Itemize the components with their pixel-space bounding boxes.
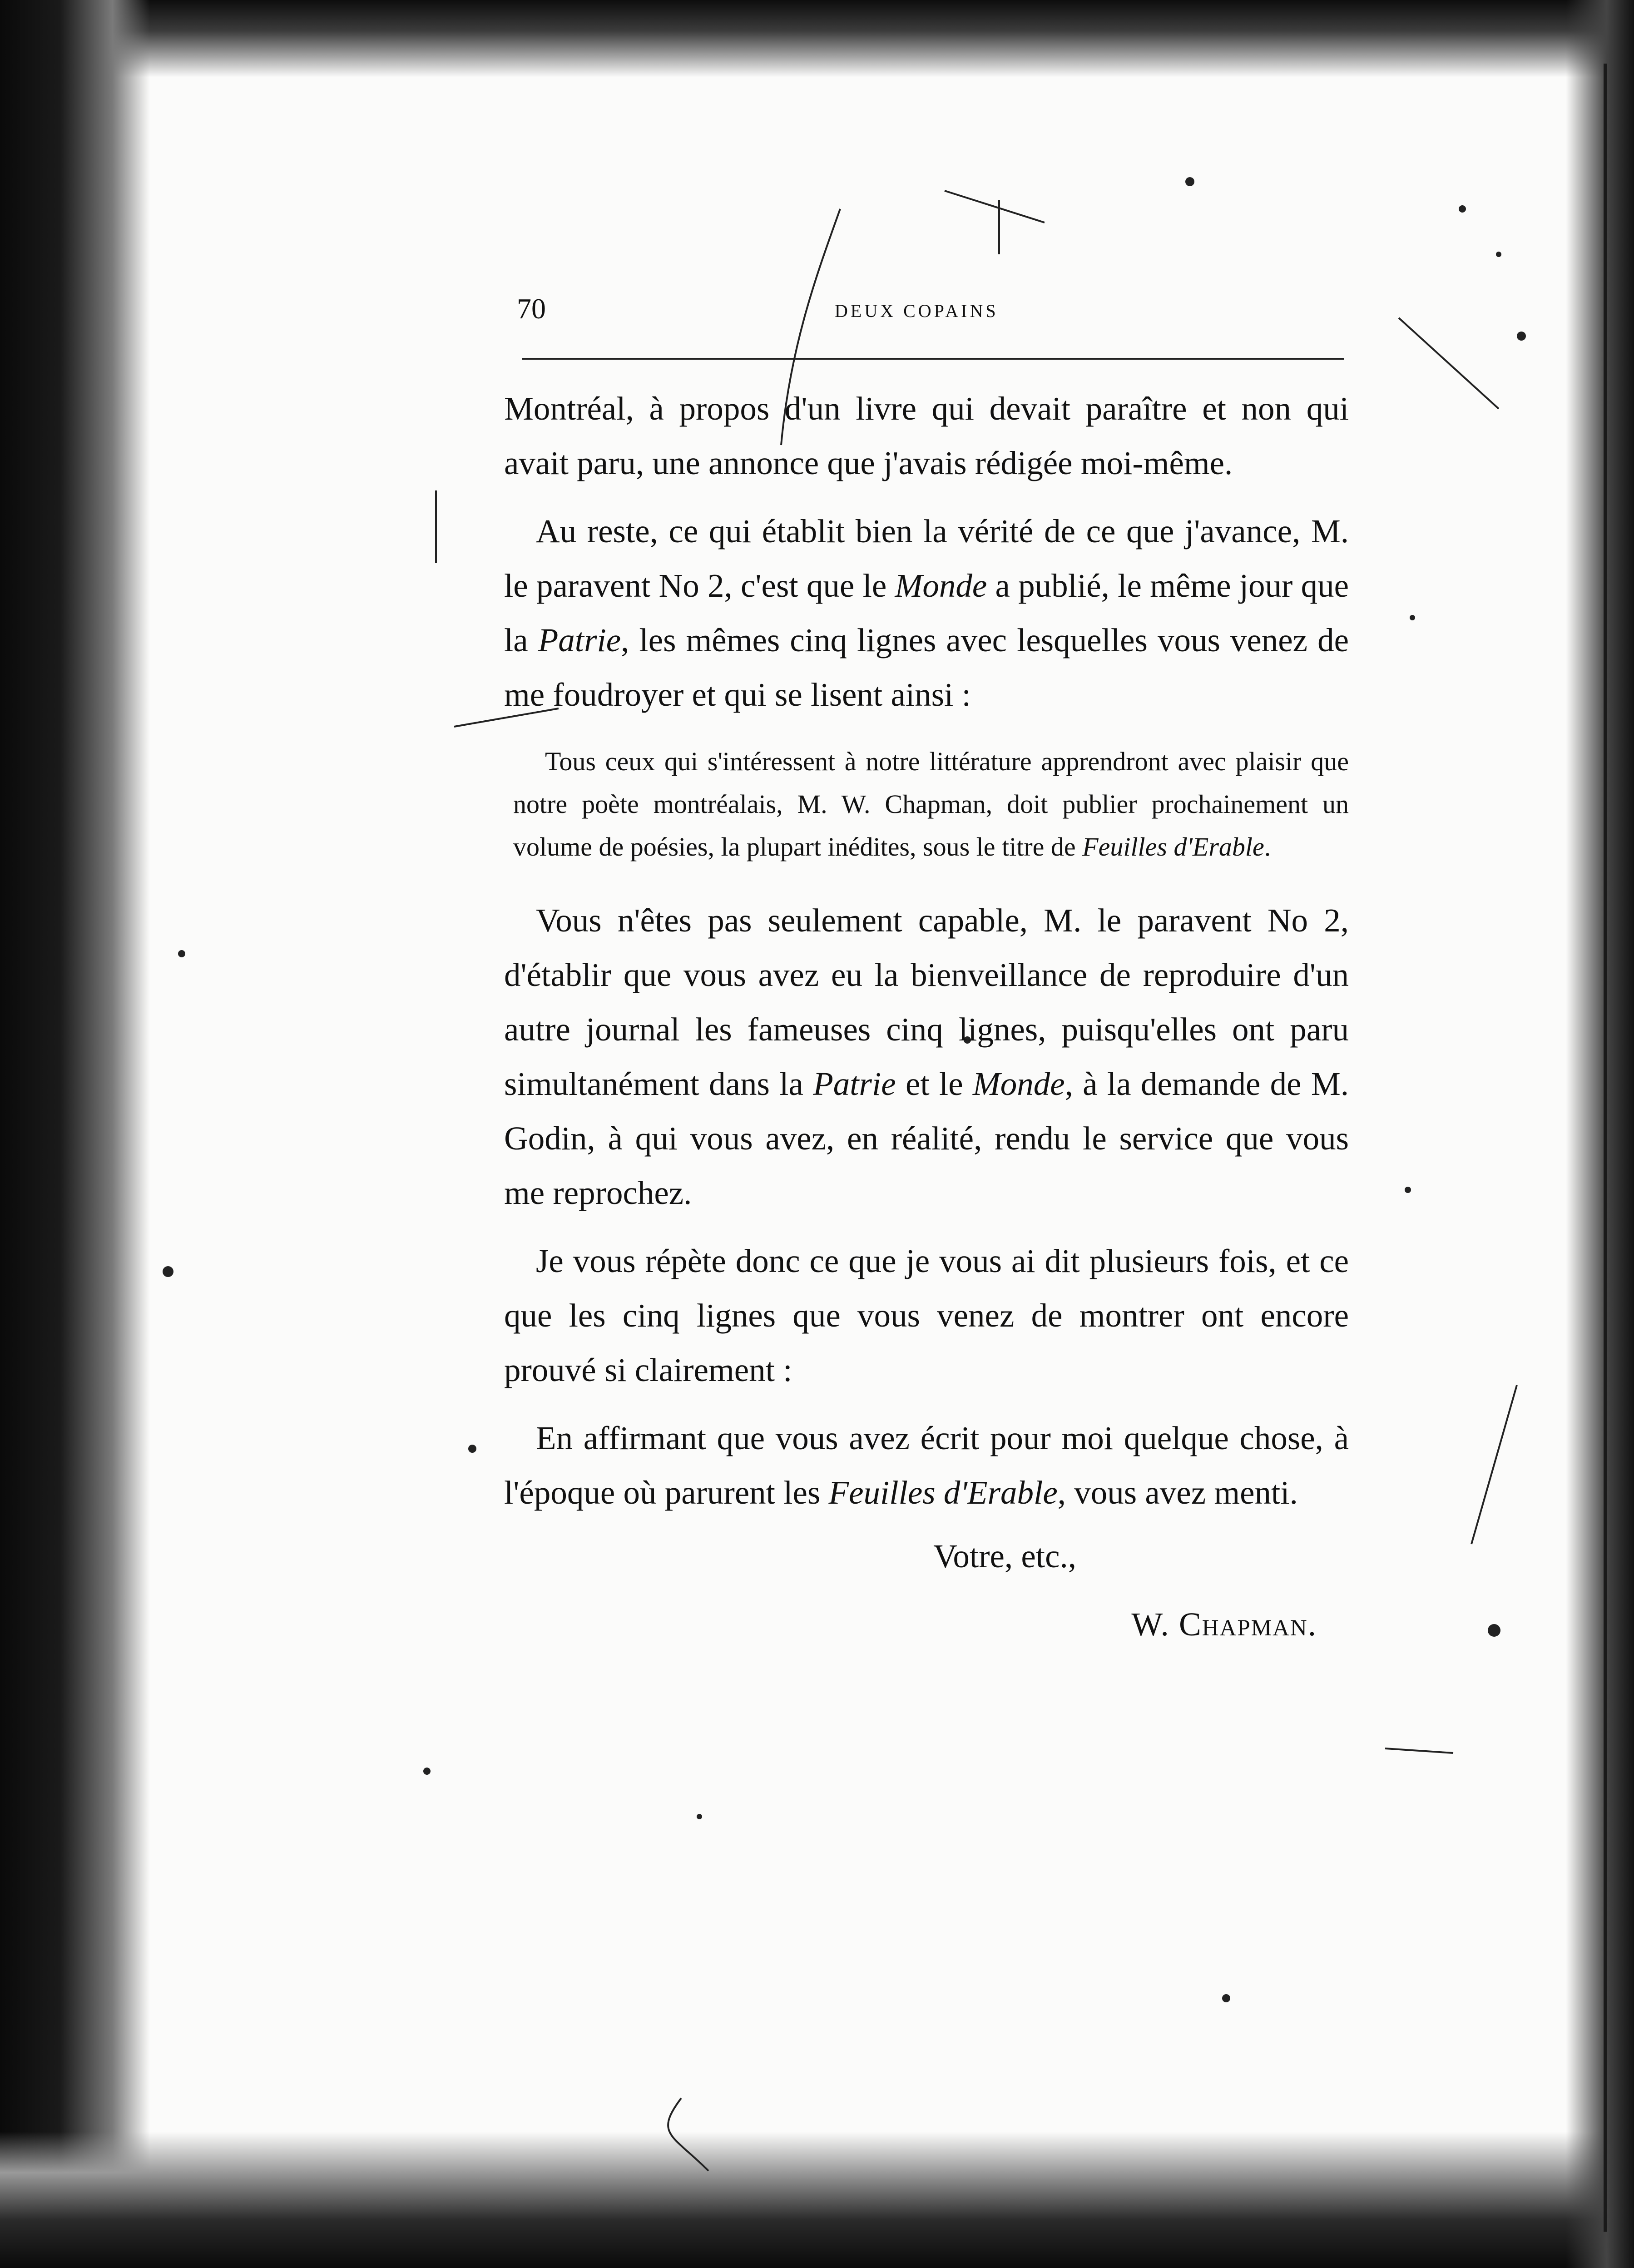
closing-formula: Votre, etc., <box>933 1538 1076 1575</box>
paragraph-4 <box>504 1234 1349 1397</box>
page-header <box>517 291 1349 336</box>
paragraph-3-text-b: et le <box>896 1065 973 1102</box>
paragraph-3-text-a: Vous n'êtes pas seulement capable, M. le paravent No 2, d'établir que vous avez eu la bienveillance de reproduire d'un autre journal les fameuses cinq lignes, puisqu'elles ont paru simultanément dans la <box>504 902 1349 1102</box>
paragraph-2-text-a: Au reste, ce qui établit bien la vérité de ce que j'avance, M. le paravent No 2, c'est que le <box>504 513 1349 604</box>
paragraph-5-text-b: , vous avez menti. <box>1057 1474 1298 1511</box>
header-rule <box>522 358 1344 360</box>
body-text <box>504 381 1349 1665</box>
paragraph-5 <box>504 1411 1349 1520</box>
newspaper-title-patrie: Patrie <box>538 622 621 659</box>
paragraph-1-text: Montréal, à propos d'un livre qui devait paraître et non qui avait paru, une annonce que j'avais rédigée moi-même. <box>504 390 1349 481</box>
newspaper-title-monde-2: Monde <box>972 1065 1065 1102</box>
paragraph-3-text-c: , à la demande de M. Godin, à qui vous avez, en réalité, rendu le service que vous me reprochez. <box>504 1065 1349 1211</box>
paragraph-5-text-a: En affirmant que vous avez écrit pour moi quelque chose, à l'époque où parurent les <box>504 1420 1349 1511</box>
paragraph-3 <box>504 893 1349 1220</box>
quoted-notice <box>504 740 1349 868</box>
paragraph-2-text-c: , les mêmes cinq lignes avec lesquelles vous venez de me foudroyer et qui se lisent ainsi : <box>504 622 1349 713</box>
paragraph-1 <box>504 381 1349 490</box>
signature: W. Chapman. <box>1131 1606 1317 1643</box>
page-number: 70 <box>517 292 546 325</box>
newspaper-title-patrie-2: Patrie <box>813 1065 896 1102</box>
book-title-feuilles-derable-2: Feuilles d'Erable <box>828 1474 1058 1511</box>
running-title: DEUX COPAINS <box>835 301 999 321</box>
paragraph-4-text: Je vous répète donc ce que je vous ai dit plusieurs fois, et ce que les cinq lignes que vous venez de montrer ont encore prouvé si clairement : <box>504 1243 1349 1388</box>
paragraph-2-text-b: a publié, le même jour que la <box>504 567 1349 659</box>
quoted-notice-end: . <box>1264 832 1271 862</box>
quoted-notice-text: Tous ceux qui s'intéressent à notre littérature apprendront avec plaisir que notre poète montréalais, M. W. Chapman, doit publier prochainement un volume de poésies, la plupart inédites, sous le titre de <box>513 747 1349 862</box>
book-title-feuilles-derable: Feuilles d'Erable <box>1082 832 1264 862</box>
paragraph-2 <box>504 504 1349 722</box>
newspaper-title-monde: Monde <box>895 567 987 604</box>
